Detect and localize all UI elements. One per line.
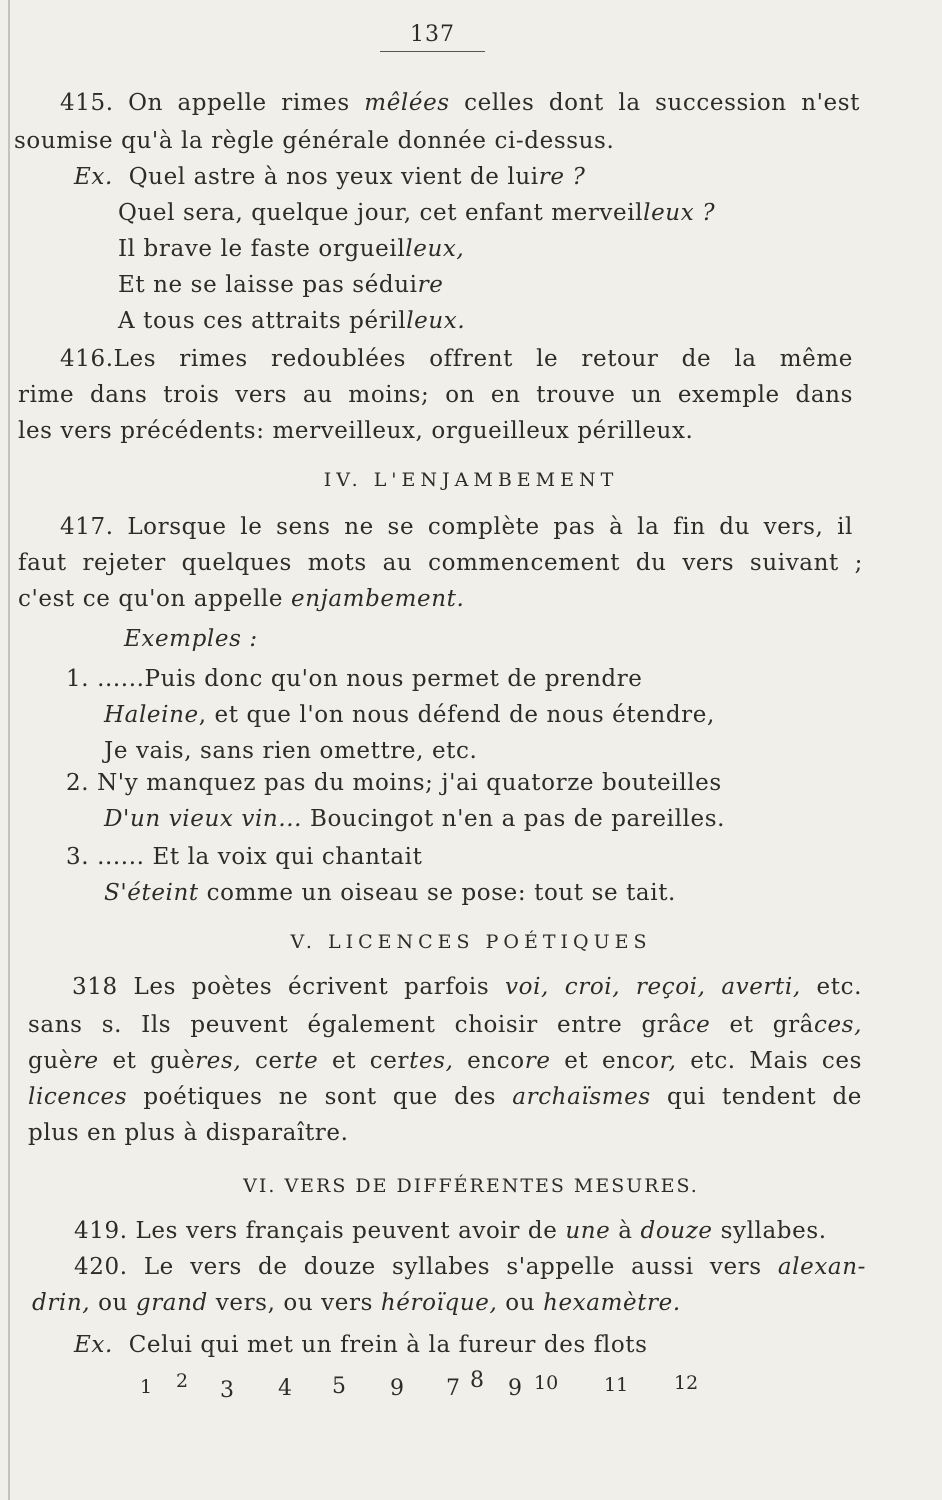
section-heading-v: V. LICENCES POÉTIQUES <box>290 931 652 953</box>
p318-line-2: sans s. Ils peuvent également choisir entre grâce et grâces, <box>28 1012 862 1038</box>
syllable-number: 8 <box>470 1368 484 1393</box>
p318-line-1: 318 Les poètes écrivent parfois voi, croi, reçoi, averti, etc. <box>72 974 862 1000</box>
example-2-line-1: 2. N'y manquez pas du moins; j'ai quatorze bouteilles <box>66 770 722 796</box>
p417-line-2: faut rejeter quelques mots au commencement du vers suivant ; <box>18 550 863 576</box>
p420-example: Ex. Celui qui met un frein à la fureur des flots <box>74 1332 648 1358</box>
syllable-number: 9 <box>390 1376 404 1401</box>
syllable-number: 4 <box>278 1376 292 1401</box>
examples-label: Exemples : <box>124 626 258 652</box>
example-3-line-1: 3. ...... Et la voix qui chantait <box>66 844 423 870</box>
p318-line-5: plus en plus à disparaître. <box>28 1120 349 1146</box>
p318-line-4: licences poétiques ne sont que des archaïsmes qui tendent de <box>28 1084 862 1110</box>
p420-line-2: drin, ou grand vers, ou vers héroïque, ou hexamètre. <box>32 1290 681 1316</box>
p420-line-1: 420. Le vers de douze syllabes s'appelle aussi vers alexan- <box>74 1254 866 1280</box>
p416-line-3: les vers précédents: merveilleux, orgueilleux périlleux. <box>18 418 694 444</box>
p415-line-1: 415. On appelle rimes mêlées celles dont la succession n'est <box>60 90 860 116</box>
syllable-number: 11 <box>604 1374 629 1396</box>
p417-line-3: c'est ce qu'on appelle enjambement. <box>18 586 465 612</box>
syllable-number: 2 <box>176 1370 189 1392</box>
syllable-number: 3 <box>220 1378 234 1403</box>
syllable-count-row <box>140 1370 710 1410</box>
p415-example-1: Ex. Quel astre à nos yeux vient de luire ? <box>74 164 586 190</box>
page-edge-shadow <box>8 0 10 1500</box>
syllable-number: 12 <box>674 1372 699 1394</box>
p415-verse-2: Quel sera, quelque jour, cet enfant merveilleux ? <box>118 200 716 226</box>
syllable-number: 5 <box>332 1374 346 1399</box>
p417-line-1: 417. Lorsque le sens ne se complète pas à la fin du vers, il <box>60 514 853 540</box>
p415-verse-3: Il brave le faste orgueilleux, <box>118 236 465 262</box>
syllable-number: 1 <box>140 1376 153 1398</box>
p419-line: 419. Les vers français peuvent avoir de une à douze syllabes. <box>74 1218 827 1244</box>
p415-verse-4: Et ne se laisse pas séduire <box>118 272 444 298</box>
p318-line-3: guère et guères, certe et certes, encore et encor, etc. Mais ces <box>28 1048 863 1074</box>
syllable-number: 9 <box>508 1376 522 1401</box>
example-1-line-3: Je vais, sans rien omettre, etc. <box>104 738 478 764</box>
p415-line-2: soumise qu'à la règle générale donnée ci-dessus. <box>14 128 615 154</box>
syllable-number: 7 <box>446 1376 460 1401</box>
section-heading-vi: VI. VERS DE DIFFÉRENTES MESURES. <box>243 1175 699 1197</box>
section-heading-iv: IV. L'ENJAMBEMENT <box>323 469 619 491</box>
p416-line-2: rime dans trois vers au moins; on en trouve un exemple dans <box>18 382 853 408</box>
page-number: 137 <box>380 22 485 52</box>
p416-line-1: 416.Les rimes redoublées offrent le retour de la même <box>60 346 853 372</box>
syllable-number: 10 <box>534 1372 559 1394</box>
example-1-line-1: 1. ......Puis donc qu'on nous permet de prendre <box>66 666 643 692</box>
example-3-line-2: S'éteint comme un oiseau se pose: tout se tait. <box>104 880 676 906</box>
p415-verse-5: A tous ces attraits périlleux. <box>118 308 466 334</box>
example-2-line-2: D'un vieux vin... Boucingot n'en a pas de pareilles. <box>104 806 726 832</box>
example-1-line-2: Haleine, et que l'on nous défend de nous étendre, <box>104 702 715 728</box>
